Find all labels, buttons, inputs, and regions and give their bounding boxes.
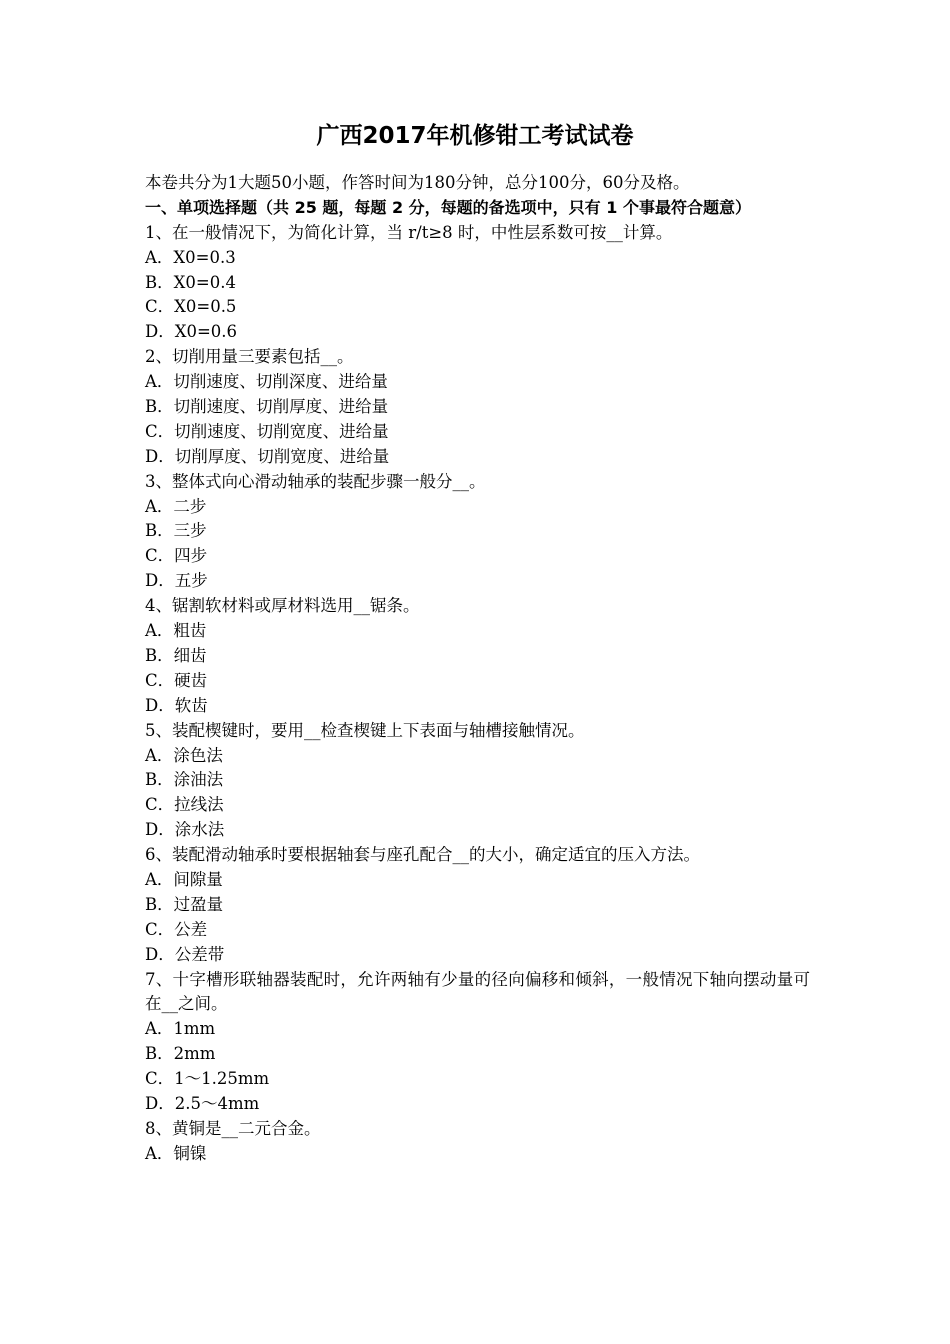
question-stem: 2、切削用量三要素包括__。 [145,347,354,367]
exam-content [145,171,810,1167]
option-b: B．2mm [145,1044,216,1064]
question-3 [145,470,810,594]
option-d: D．切削厚度、切削宽度、进给量 [145,446,390,466]
question-stem: 4、锯割软材料或厚材料选用__锯条。 [145,596,420,616]
option-c: C．切削速度、切削宽度、进给量 [145,421,389,441]
option-c: C．X0=0.5 [145,297,237,317]
question-stem: 1、在一般情况下，为简化计算，当 r/t≥8 时，中性层系数可按__计算。 [145,222,673,242]
option-d: D．涂水法 [145,820,225,840]
question-stem: 3、整体式向心滑动轴承的装配步骤一般分__。 [145,471,486,491]
option-b: B．过盈量 [145,894,224,914]
question-stem: 7、十字槽形联轴器装配时，允许两轴有少量的径向偏移和倾斜，一般情况下轴向摆动量可在__之间。 [145,969,810,1014]
option-a: A．间隙量 [145,869,223,889]
option-c: C．四步 [145,546,208,566]
question-4 [145,594,810,718]
option-b: B．X0=0.4 [145,272,236,292]
section-heading: 一、单项选择题（共 25 题，每题 2 分，每题的备选项中，只有 1 个事最符合题意） [145,197,751,217]
question-7 [145,968,810,1117]
option-b: B．三步 [145,521,207,541]
page-title: 广西2017年机修钳工考试试卷 [316,123,634,149]
option-a: A．切削速度、切削深度、进给量 [145,372,388,392]
option-d: D．软齿 [145,695,208,715]
option-c: C．拉线法 [145,795,224,815]
option-d: D．2.5～4mm [145,1094,260,1113]
exam-intro: 本卷共分为1大题50小题，作答时间为180分钟，总分100分，60分及格。 [145,173,690,192]
option-d: D．公差带 [145,944,225,964]
option-d: D．五步 [145,571,208,591]
option-b: B．细齿 [145,645,207,665]
option-c: C．硬齿 [145,670,208,690]
question-6 [145,843,810,967]
option-d: D．X0=0.6 [145,322,238,342]
question-8 [145,1117,810,1167]
option-a: A．粗齿 [145,621,207,641]
option-a: A．1mm [145,1019,216,1039]
option-c: C．1～1.25mm [145,1069,270,1089]
option-a: A．铜镍 [145,1143,207,1163]
question-stem: 6、装配滑动轴承时要根据轴套与座孔配合__的大小，确定适宜的压入方法。 [145,845,700,865]
question-2 [145,345,810,469]
question-stem: 8、黄铜是__二元合金。 [145,1118,321,1138]
option-b: B．涂油法 [145,770,224,790]
question-1 [145,221,810,345]
question-stem: 5、装配楔键时，要用__检查楔键上下表面与轴槽接触情况。 [145,720,585,740]
option-b: B．切削速度、切削厚度、进给量 [145,397,389,417]
option-a: A．涂色法 [145,745,223,765]
option-c: C．公差 [145,919,208,939]
option-a: A．X0=0.3 [145,247,236,267]
question-5 [145,719,810,843]
option-a: A．二步 [145,496,207,516]
